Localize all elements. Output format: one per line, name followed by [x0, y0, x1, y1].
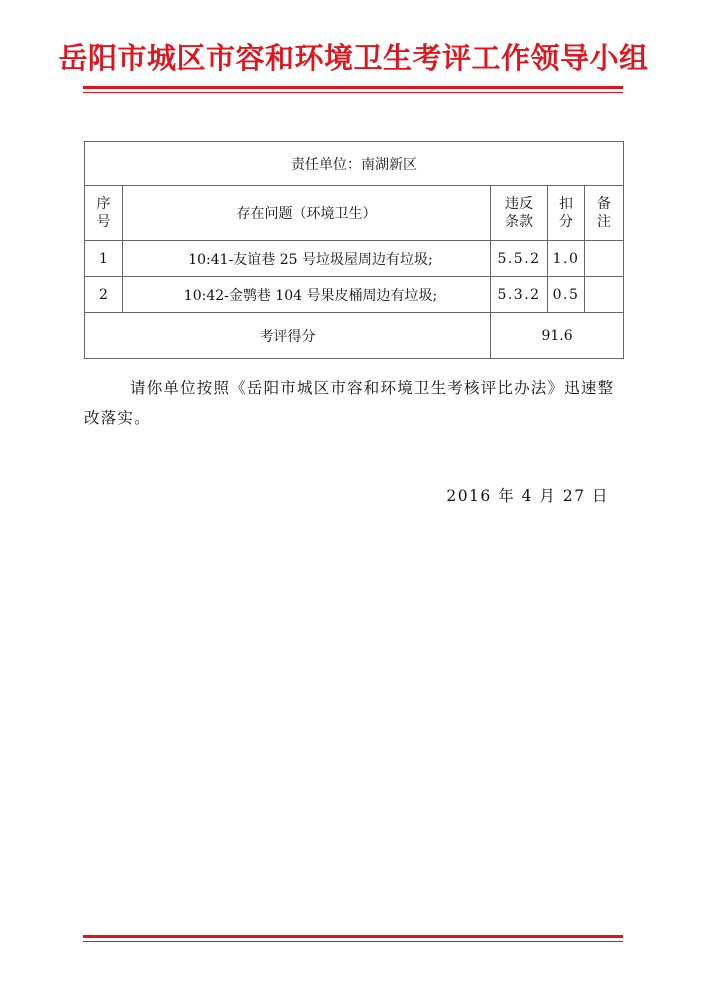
header-rule-thin [83, 92, 623, 93]
header-remark: 备 注 [585, 186, 624, 241]
score-label: 考评得分 [85, 313, 491, 359]
footer-rule-thick [83, 935, 623, 938]
row-deduct: 0.5 [548, 277, 585, 313]
table-row [85, 277, 624, 313]
row-issue: 10:41-友谊巷 25 号垃圾屋周边有垃圾; [123, 241, 491, 277]
row-deduct: 1.0 [548, 241, 585, 277]
header-deduct: 扣 分 [548, 186, 585, 241]
responsible-unit-value: 南湖新区 [361, 156, 418, 173]
score-row [85, 313, 624, 359]
row-clause: 5.3.2 [491, 277, 548, 313]
table-row [85, 241, 624, 277]
row-clause: 5.5.2 [491, 241, 548, 277]
issue-date: 2016 年 4 月 27 日 [446, 487, 609, 505]
issuer-title: 岳阳市城区市容和环境卫生考评工作领导小组 [58, 41, 649, 75]
paragraph-text: 请你单位按照《岳阳市城区市容和环境卫生考核评比办法》迅速整改落实。 [84, 379, 615, 427]
row-issue: 10:42-金鹗巷 104 号果皮桶周边有垃圾; [123, 277, 491, 313]
responsible-unit-label: 责任单位： [291, 156, 362, 173]
header-clause: 违反 条款 [491, 186, 548, 241]
responsible-unit-cell [85, 142, 624, 186]
row-remark [585, 241, 624, 277]
row-remark [585, 277, 624, 313]
row-seq: 1 [85, 241, 123, 277]
row-seq: 2 [85, 277, 123, 313]
score-value: 91.6 [491, 313, 624, 359]
header-issue: 存在问题（环境卫生） [123, 186, 491, 241]
table-header-row [85, 186, 624, 241]
header-rule-thick [83, 86, 623, 89]
inspection-table [84, 141, 624, 359]
footer-rule-thin [83, 941, 623, 942]
responsible-unit-row [85, 142, 624, 186]
header-seq: 序 号 [85, 186, 123, 241]
rectification-paragraph [84, 373, 624, 433]
